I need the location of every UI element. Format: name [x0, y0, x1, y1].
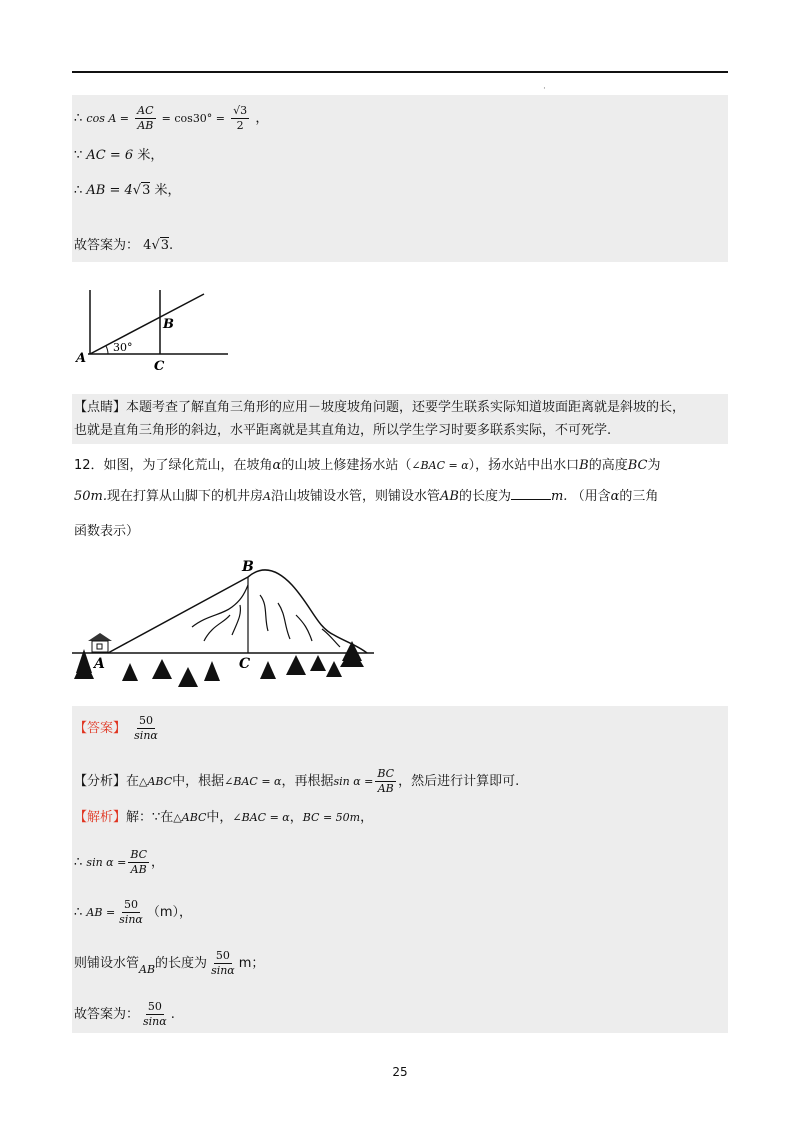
question-line-1: 12．如图，为了绿化荒山，在坡角α的山坡上修建扬水站（∠BAC = α），扬水站中出水口B的高度BC为 [74, 458, 661, 473]
solution-line-3: ∴ AB = $\frac{50}{\sin\alpha}$ （m）， [74, 898, 193, 926]
tree-icon [260, 661, 276, 679]
label-c: C [239, 656, 251, 672]
solution-line-4: 则铺设水管$_{AB}$的长度为 $\frac{50}{\sin\alpha}$ m； [74, 949, 265, 977]
dianjing-line-1: 【点睛】本题考查了解直角三角形的应用－坡度坡角问题，还要学生联系实际知道坡面距离就是斜坡的长， [74, 400, 686, 415]
question-line-3: 函数表示） [74, 524, 140, 539]
ridge-line-7 [322, 629, 340, 647]
tree-icon [310, 655, 326, 671]
well-house-icon [88, 633, 112, 652]
tree-icon [326, 661, 342, 677]
page-number: 25 [392, 1065, 408, 1079]
tree-icon [286, 655, 306, 675]
header-dot: · [543, 84, 546, 94]
question-line-2: 50m.现在打算从山脚下的机井房A沿山坡铺设水管，则铺设水管AB的长度为 m. （用含α的三角 [74, 489, 659, 504]
answer-line: 【答案】 $\frac{50}{\sin\alpha}$ [74, 714, 158, 742]
ridge-line-2 [204, 615, 230, 641]
ridge-line-3 [232, 605, 240, 635]
label-c: C [154, 359, 165, 374]
tree-icon [122, 663, 138, 681]
answer-tag: 【答案】 [74, 721, 127, 736]
ridge-line-5 [278, 603, 290, 639]
tree-icon [204, 661, 220, 681]
mountain-figure [72, 555, 377, 690]
analysis-line: 【分析】在△ABC中，根据∠BAC = α，再根据sin α = $\frac{BC}{AB}$ ，然后进行计算即可. [74, 767, 520, 795]
solution-line-1: 【解析】解：∵在△ABC中，∠BAC = α，BC = 50m， [74, 810, 374, 825]
prev-line-1: ∴ cos A = $\frac{AC}{AB}$ = cos30° = $\frac{√3}{2}$ ， [74, 104, 269, 132]
dianjing-tag: 【点睛】 [74, 400, 127, 415]
figure-bg [72, 286, 230, 374]
slope-pipe-line [108, 577, 248, 653]
solution-line-2: ∴ sin α = $\frac{BC}{AB}$ ， [74, 848, 165, 876]
analysis-tag: 【分析】 [74, 774, 127, 789]
prev-line-4: 故答案为： 4√3. [74, 238, 174, 253]
answer-blank[interactable] [511, 487, 551, 500]
solution-line-5: 故答案为： $\frac{50}{\sin\alpha}$ . [74, 1000, 175, 1028]
tree-icon [178, 667, 198, 687]
label-angle: 30° [113, 341, 133, 354]
slope-figure [72, 286, 230, 374]
prev-line-3: ∴ AB = 4√3 米， [74, 183, 181, 198]
ridge-line-6 [296, 615, 312, 641]
answer-block [72, 706, 728, 1033]
label-b: B [163, 317, 174, 332]
header-rule [72, 71, 728, 73]
dianjing-line-2: 也就是直角三角形的斜边，水平距离就是其直角边，所以学生学习时要多联系实际，不可死学. [74, 423, 612, 438]
label-a: A [76, 351, 87, 366]
tree-icon [152, 659, 172, 679]
solution-tag: 【解析】 [74, 810, 127, 825]
prev-line-2: ∵ AC = 6 米， [74, 148, 164, 163]
ridge-line-4 [260, 595, 268, 631]
label-b: B [242, 559, 254, 575]
label-a: A [94, 656, 105, 672]
